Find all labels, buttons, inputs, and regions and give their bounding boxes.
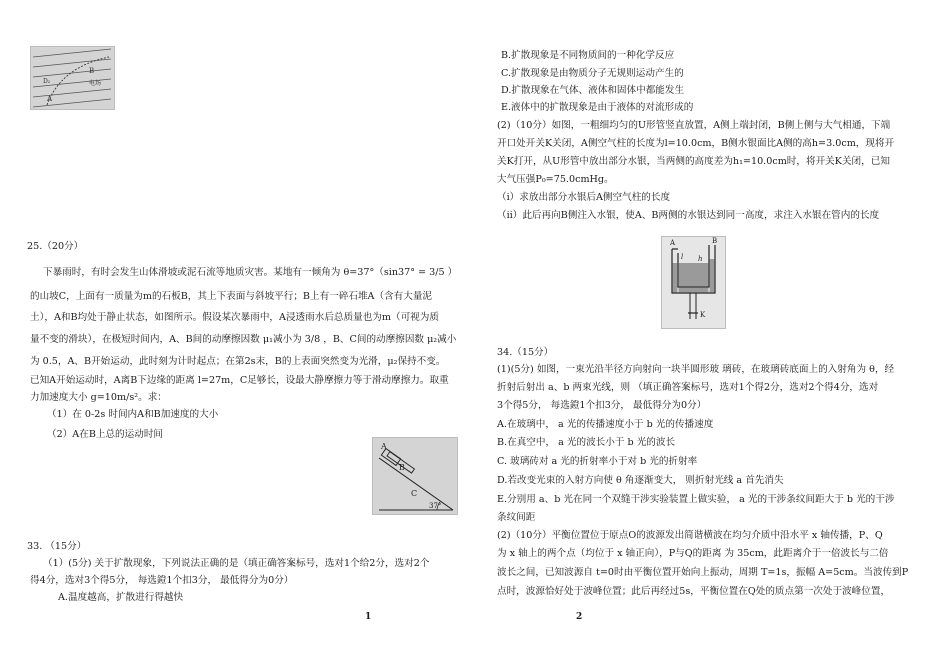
q33-line: （1）(5分) 关于扩散现象，下列说法正确的是（填正确答案标号，选对1个给2分，选对2个 — [43, 558, 430, 569]
q33-part2-line: （ⅱ）此后再向B侧注入水银，使A、B两侧的水银达到同一高度，求注入水银在管内的长度 — [497, 210, 880, 221]
page-number-left: 1 — [365, 612, 372, 622]
slope-diagram — [373, 438, 457, 514]
q25-header: 25.（20分） — [27, 241, 84, 252]
u-label-l: l — [681, 253, 684, 261]
slope-label-a: A — [381, 442, 387, 451]
q34-option: A.在玻璃中， a 光的传播速度小于 b 光的传播速度 — [497, 419, 714, 430]
label-d2: D₂ — [43, 78, 51, 85]
right-page — [470, 0, 950, 658]
q34-line: (1)(5分) 如图，一束光沿半径方向射向一块半圆形玻 璃砖，在玻璃砖底面上的入射角为 θ，经 — [497, 364, 895, 375]
q25-subquestion: （1）在 0-2s 时间内A和B加速度的大小 — [47, 409, 219, 420]
q33-part2-line: （ⅰ）求放出部分水银后A侧空气柱的长度 — [497, 192, 671, 203]
label-b: B — [89, 67, 95, 75]
q25-line: 的山坡C，上面有一质量为m的石板B，其上下表面与斜坡平行；B上有一碎石堆A（含有大量泥 — [30, 291, 433, 302]
electric-field-figure — [30, 46, 115, 110]
q34-line: 3个得5分， 每选鐙1个扣3分， 最低得分为0分） — [497, 400, 707, 411]
u-label-b: B — [712, 237, 718, 245]
q25-line: 已知A开始运动时，A离B下边缘的距离 l=27m，C足够长，设最大静摩擦力等于滑动摩擦力。取重 — [30, 375, 449, 386]
label-a: A — [47, 95, 53, 103]
q25-line: 下暴雨时，有时会发生山体滑坡或泥石流等地质灾害。某地有一倾角为 θ=37°（sin37° = 3/5 ） — [43, 267, 458, 278]
q34-header: 34.（15分） — [497, 347, 554, 358]
q34-line: 折射后射出 a、b 两束光线，则 （填正确答案标号，选对1个得2分，选对2个得4分，选对 — [497, 382, 879, 393]
slope-label-c: C — [411, 489, 418, 498]
q33-option: B.扩散现象是不同物质间的一种化学反应 — [501, 50, 675, 61]
q34-part2-line: 波长之间，已知波源自 t=0时由平衡位置开始向上振动，周期 T=1s，振幅 A=5cm。当波传到P — [497, 567, 909, 578]
field-lines-diagram — [31, 47, 114, 109]
slope-angle-label: 37° — [429, 502, 442, 510]
label-field: 电场 — [89, 80, 102, 87]
slope-label-b: B — [399, 463, 405, 472]
q25-line: 为 0.5，A、B开始运动，此时刻为计时起点；在第2s末，B的上表面突然变为光滑，μ₂保持不变。 — [30, 356, 446, 367]
q25-subquestion: （2）A在B上总的运动时间 — [47, 429, 164, 440]
slope-figure — [372, 437, 458, 515]
u-label-h: h — [698, 255, 703, 263]
q34-option: E.分别用 a、b 光在同一个双缝干涉实验装置上做实验， a 光的干涉条纹间距大于 b 光的干涉 — [497, 494, 895, 505]
q34-part2-line: 点时，波源恰好处于波峰位置；此后再经过5s，平衡位置在Q处的质点第一次处于波峰位置， — [497, 586, 891, 597]
q33-option: D.扩散现象在气体、液体和固体中都能发生 — [501, 85, 685, 96]
q33-part2-line: (2)（10分）如图，一粗细均匀的U形管竖直放置，A侧上端封闭，B侧上侧与大气相通，下端 — [497, 120, 891, 131]
q34-option: D.若改变光束的入射方向使 θ 角逐渐变大， 则折射光线 a 首先消失 — [497, 475, 784, 486]
q33-part2-line: 开口处开关K关闭，A侧空气柱的长度为l=10.0cm，B侧水银面比A侧的高h=3.0cm，现将开 — [497, 138, 895, 149]
u-tube-diagram — [662, 237, 725, 328]
u-label-k: K — [700, 311, 706, 319]
q25-line: 力加速度大小 g=10m/s²。求： — [30, 392, 167, 403]
q34-part2-line: (2)（10分）平衡位置位于原点O的波源发出简谐横波在均匀介质中沿水平 x 轴传播，P、Q — [497, 530, 883, 541]
q25-line: 量不变的滑块），在极短时间内，A、B间的动摩擦因数 μ₁减小为 3/8 ，B、C间的动摩擦因数 μ₂减小 — [30, 334, 457, 345]
q34-option: B.在真空中， a 光的波长小于 b 光的波长 — [497, 437, 676, 448]
page-number-right: 2 — [576, 612, 583, 622]
q34-part2-line: 为 x 轴上的两个点（均位于 x 轴正向），P与Q的距离 为 35cm，此距离介于一倍波长与二倍 — [497, 548, 889, 559]
q33-option-a: A.温度越高，扩散进行得越快 — [58, 592, 184, 603]
q34-option-cont: 条纹间距 — [497, 512, 536, 523]
q33-option: C.扩散现象是由物质分子无规则运动产生的 — [501, 68, 684, 79]
q34-option: C. 玻璃砖对 a 光的折射率小于对 b 光的折射率 — [497, 456, 698, 467]
q33-part2-line: 关K打开，从U形管中放出部分水银，当两侧的高度差为h₁=10.0cm时，将开关K关闭，已知 — [497, 156, 890, 167]
u-tube-figure — [661, 236, 726, 329]
u-label-a: A — [670, 239, 676, 247]
q33-option: E.液体中的扩散现象是由于液体的对流形成的 — [501, 102, 694, 113]
q33-line: 得4分，选对3个得5分， 每选鐙1个扣3分， 最低得分为0分） — [30, 575, 294, 586]
q33-header: 33. （15分） — [27, 541, 87, 552]
q33-part2-line: 大气压强P₀=75.0cmHg。 — [497, 174, 614, 185]
left-page — [0, 0, 470, 658]
q25-line: 土），A和B均处于静止状态，如图所示。假设某次暴雨中，A浸透雨水后总质量也为m（可视为质 — [30, 312, 439, 323]
